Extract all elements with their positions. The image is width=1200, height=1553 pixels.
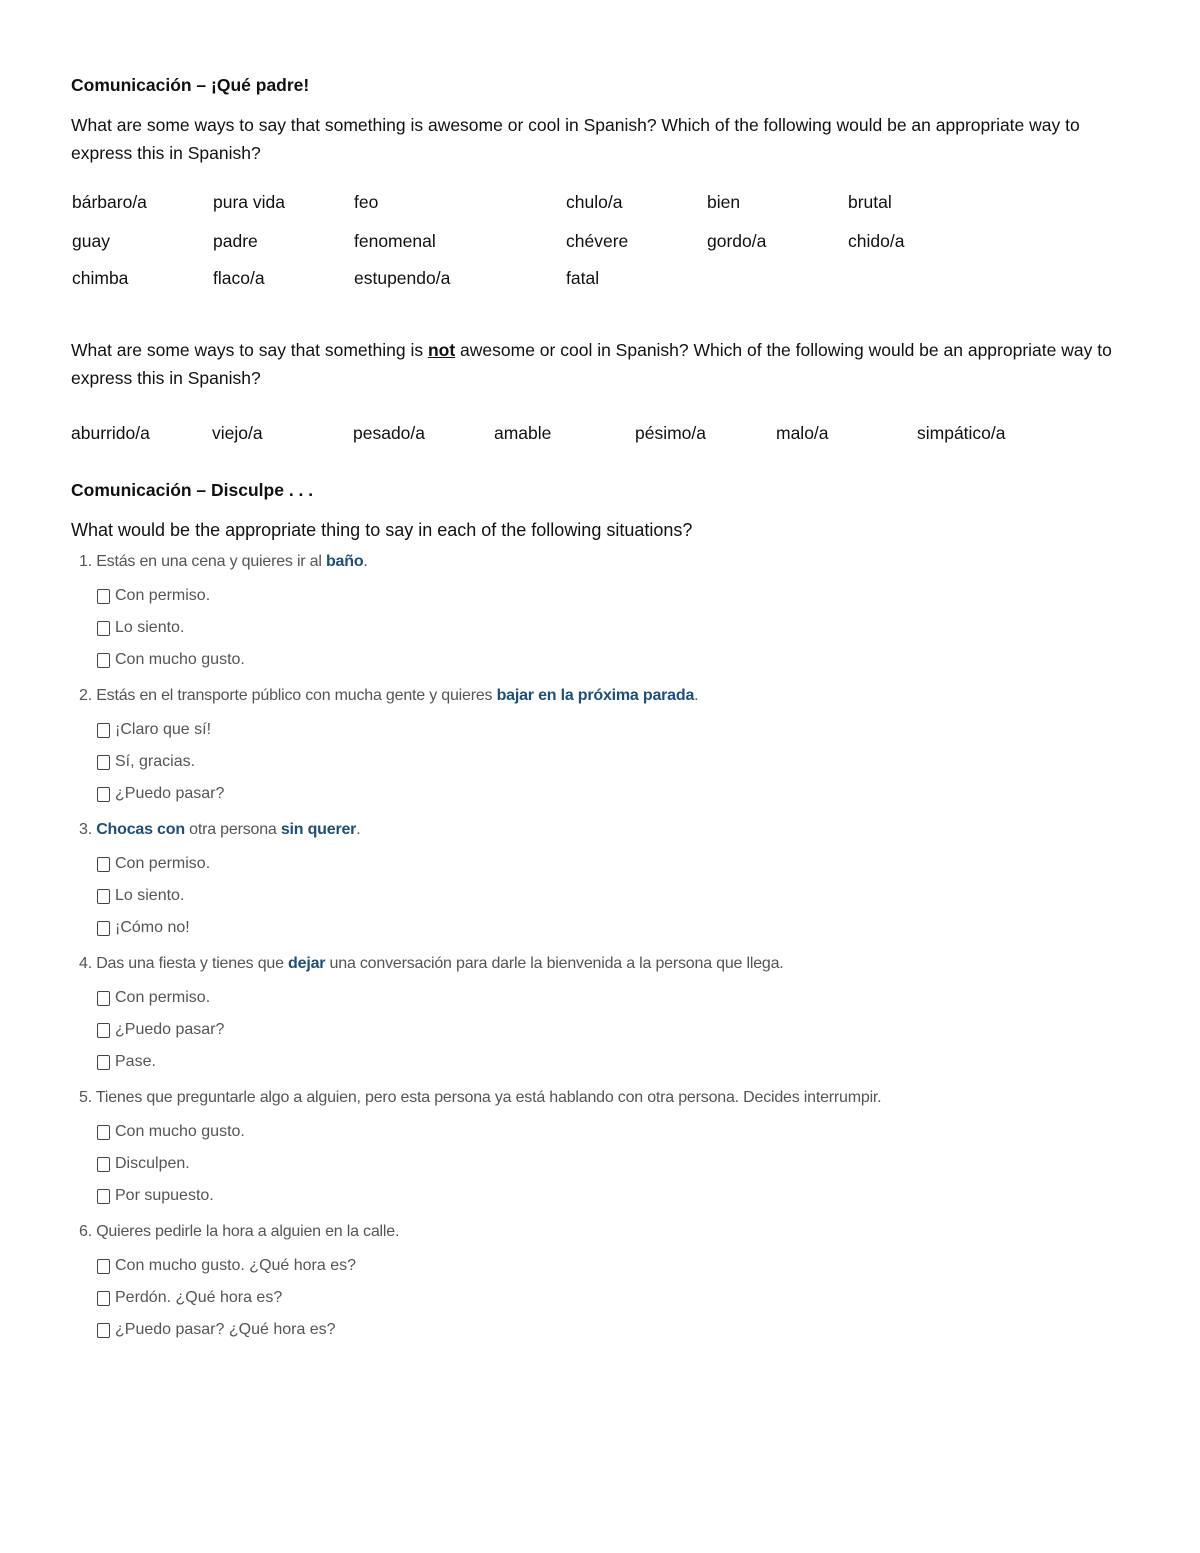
word-option: amable [494, 423, 552, 443]
word-option: feo [354, 192, 379, 212]
word-option: pesado/a [353, 423, 426, 443]
situation-question [79, 1223, 399, 1241]
situation-question [79, 821, 360, 839]
highlighted-phrase: dejar [288, 955, 326, 972]
word-option: chévere [566, 231, 629, 251]
answer-option[interactable] [97, 1289, 282, 1307]
highlighted-phrase: baño [325, 553, 364, 570]
option-label: Por supuesto. [115, 1187, 214, 1204]
word-option: estupendo/a [354, 268, 451, 288]
word-option: gordo/a [707, 231, 767, 251]
question-text: 6. Quieres pedirle la hora a alguien en la calle. [79, 1223, 400, 1240]
word-option: guay [72, 231, 110, 251]
word-option: flaco/a [213, 268, 265, 288]
option-label: Con permiso. [115, 855, 211, 872]
highlighted-phrase: sin querer [280, 821, 357, 838]
answer-option[interactable] [97, 721, 211, 739]
highlighted-phrase: Chocas con [96, 821, 185, 838]
question-text: awesome or cool in Spanish? Which of the following would be an appropriate way to express this in Spanish? [71, 340, 1112, 388]
checkbox[interactable] [97, 1291, 110, 1306]
question-not-awesome [71, 336, 1131, 392]
checkbox[interactable] [97, 723, 110, 738]
answer-option[interactable] [97, 887, 184, 905]
question-text: otra persona [184, 821, 281, 838]
section-title-que-padre: Comunicación – ¡Qué padre! [71, 75, 310, 95]
situation-question [79, 955, 784, 973]
emphasis-not: not [427, 340, 456, 360]
answer-option[interactable] [97, 1155, 190, 1173]
word-option: fenomenal [354, 231, 436, 251]
situation-question [79, 687, 698, 705]
option-label: Con mucho gusto. ¿Qué hora es? [115, 1257, 357, 1274]
question-awesome: What are some ways to say that something is awesome or cool in Spanish? Which of the following would be an appropriate way to express this in Spanish? [71, 115, 1080, 163]
answer-option[interactable] [97, 651, 245, 669]
word-option: pésimo/a [635, 423, 707, 443]
answer-option[interactable] [97, 1187, 214, 1205]
situation-question [79, 553, 368, 571]
answer-option[interactable] [97, 1257, 356, 1275]
option-label: Perdón. ¿Qué hora es? [115, 1289, 283, 1306]
highlighted-phrase: bajar en la próxima parada [496, 687, 695, 704]
word-option: chido/a [848, 231, 905, 251]
option-label: Lo siento. [115, 887, 185, 904]
checkbox[interactable] [97, 755, 110, 770]
situations-intro: What would be the appropriate thing to say in each of the following situations? [71, 520, 693, 540]
question-text: una conversación para darle la bienvenida a la persona que llega. [325, 955, 784, 972]
checkbox[interactable] [97, 1259, 110, 1274]
word-option: chimba [72, 268, 129, 288]
checkbox[interactable] [97, 857, 110, 872]
option-label: ¿Puedo pasar? [115, 1021, 225, 1038]
word-option: aburrido/a [71, 423, 150, 443]
section-title-disculpe: Comunicación – Disculpe . . . [71, 480, 314, 500]
checkbox[interactable] [97, 889, 110, 904]
answer-option[interactable] [97, 1123, 245, 1141]
word-option: fatal [566, 268, 600, 288]
checkbox[interactable] [97, 1023, 110, 1038]
option-label: ¡Claro que sí! [115, 721, 212, 738]
checkbox[interactable] [97, 1323, 110, 1338]
checkbox[interactable] [97, 787, 110, 802]
question-text: 5. Tienes que preguntarle algo a alguien, pero esta persona ya está hablando con otra persona. Decides interrumpir. [79, 1089, 882, 1106]
answer-option[interactable] [97, 785, 224, 803]
question-text: 4. Das una fiesta y tienes que [79, 955, 289, 972]
answer-option[interactable] [97, 619, 184, 637]
answer-option[interactable] [97, 1053, 156, 1071]
checkbox[interactable] [97, 1157, 110, 1172]
word-option: chulo/a [566, 192, 623, 212]
word-option: brutal [848, 192, 892, 212]
answer-option[interactable] [97, 919, 190, 937]
checkbox[interactable] [97, 1055, 110, 1070]
word-option: pura vida [213, 192, 285, 212]
word-option: simpático/a [917, 423, 1006, 443]
question-text: 1. Estás en una cena y quieres ir al [79, 553, 326, 570]
word-option: bien [707, 192, 741, 212]
option-label: Con permiso. [115, 587, 211, 604]
question-text: 2. Estás en el transporte público con mucha gente y quieres [79, 687, 497, 704]
option-label: Pase. [115, 1053, 156, 1070]
checkbox[interactable] [97, 991, 110, 1006]
answer-option[interactable] [97, 587, 210, 605]
option-label: ¡Cómo no! [115, 919, 190, 936]
question-text: . [363, 553, 368, 570]
option-label: ¿Puedo pasar? [115, 785, 225, 802]
option-label: Con mucho gusto. [115, 1123, 245, 1140]
checkbox[interactable] [97, 1125, 110, 1140]
answer-option[interactable] [97, 855, 210, 873]
checkbox[interactable] [97, 589, 110, 604]
question-text: . [356, 821, 361, 838]
option-label: Disculpen. [115, 1155, 190, 1172]
word-option: padre [213, 231, 258, 251]
answer-option[interactable] [97, 1321, 336, 1339]
checkbox[interactable] [97, 653, 110, 668]
answer-option[interactable] [97, 753, 195, 771]
question-text: 3. [79, 821, 97, 838]
option-label: ¿Puedo pasar? ¿Qué hora es? [115, 1321, 336, 1338]
question-text: . [694, 687, 699, 704]
option-label: Lo siento. [115, 619, 185, 636]
checkbox[interactable] [97, 1189, 110, 1204]
option-label: Sí, gracias. [115, 753, 196, 770]
word-option: viejo/a [212, 423, 263, 443]
situation-question [79, 1089, 881, 1107]
word-option: malo/a [776, 423, 829, 443]
option-label: Con mucho gusto. [115, 651, 245, 668]
word-option: bárbaro/a [72, 192, 147, 212]
checkbox[interactable] [97, 621, 110, 636]
answer-option[interactable] [97, 1021, 224, 1039]
question-text: What are some ways to say that something is [71, 340, 428, 360]
answer-option[interactable] [97, 989, 210, 1007]
checkbox[interactable] [97, 921, 110, 936]
option-label: Con permiso. [115, 989, 211, 1006]
